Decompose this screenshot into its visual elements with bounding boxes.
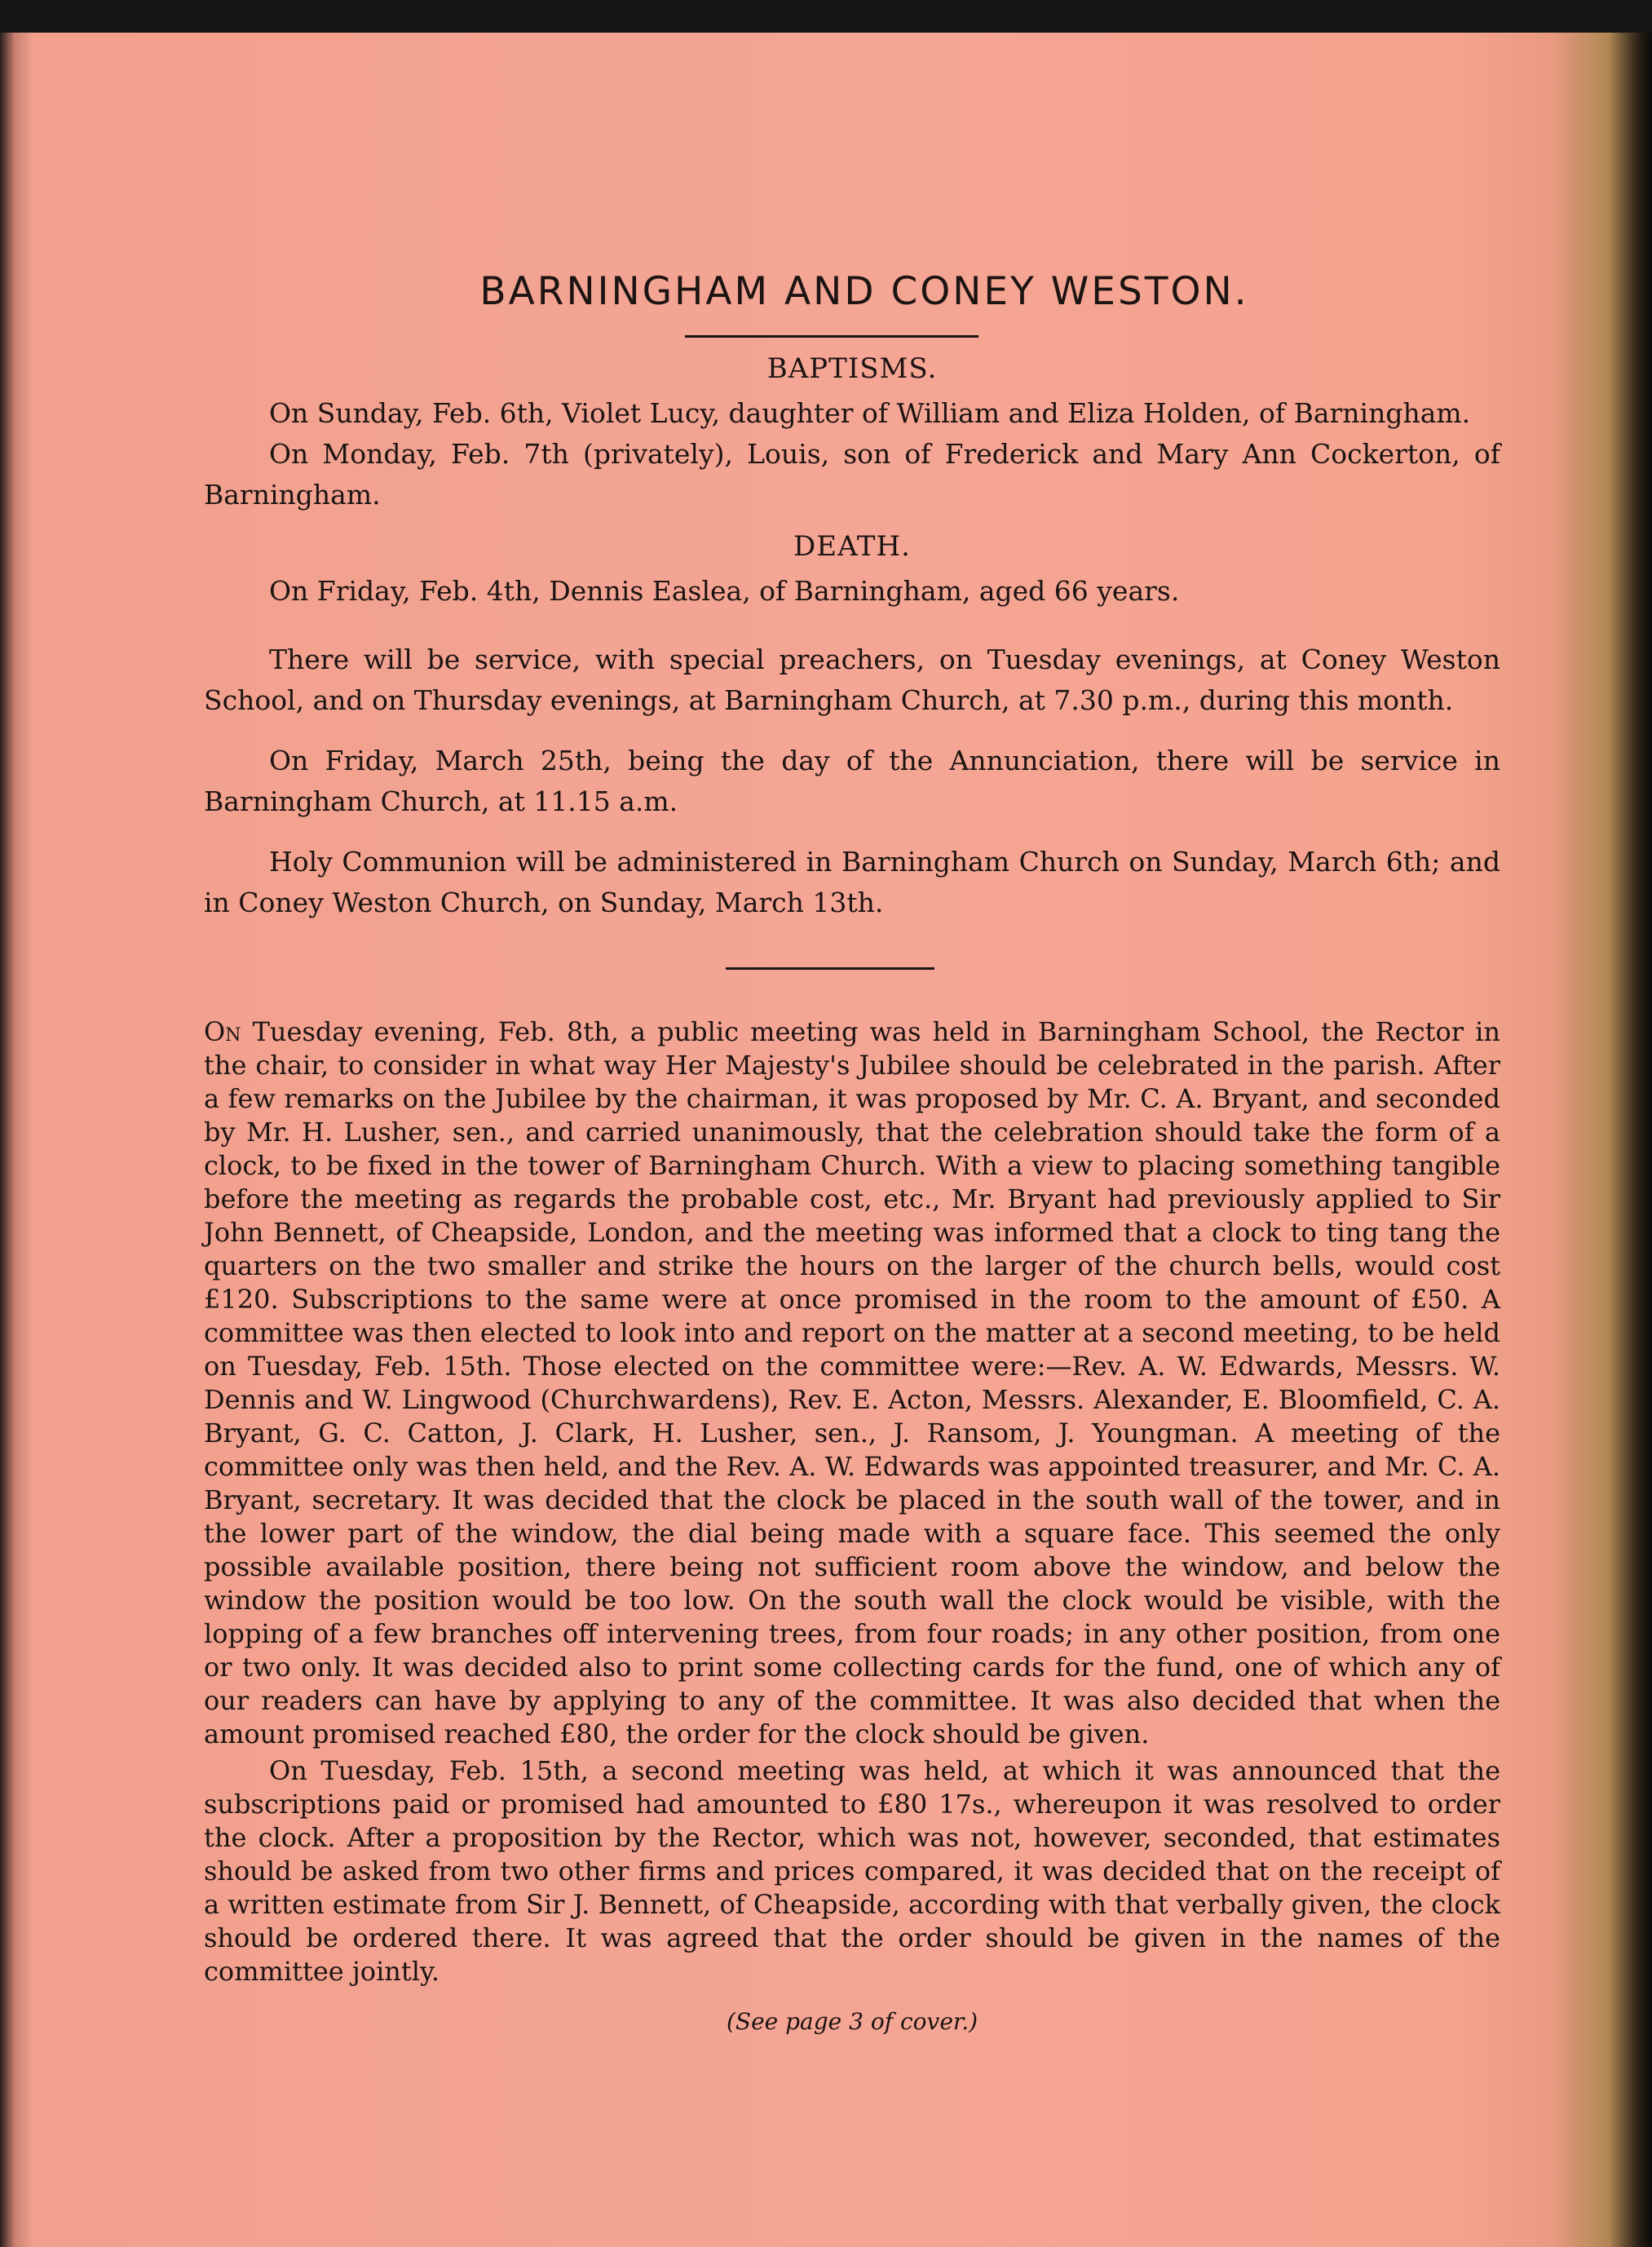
baptisms-heading: BAPTISMS. [766,352,938,385]
scan-top-edge [0,0,1652,33]
page-edge-shadow [1566,33,1652,2247]
continuation-note: (See page 3 of cover.) [726,2008,978,2035]
communion-notice: Holy Communion will be administered in Barningham Church on Sunday, March 6th; and in Coney Weston Church, on Sunday, March 13th. [204,846,1500,918]
page-title: BARNINGHAM AND CONEY WESTON. [479,269,1249,314]
jubilee-report [204,1015,1500,1988]
baptism-entry: On Monday, Feb. 7th (privately), Louis, son of Frederick and Mary Ann Cockerton, of Barningham. [204,438,1500,511]
death-heading: DEATH. [793,530,911,563]
report-lead-word: On [204,1016,241,1047]
service-notice: There will be service, with special preachers, on Tuesday evenings, at Coney Weston School, and on Thursday evenings, at Barningham Church, at 7.30 p.m., during this month. [204,644,1500,716]
document-body [204,269,1500,2035]
report-paragraph-1 [204,1015,1500,1751]
annunciation-notice: On Friday, March 25th, being the day of the Annunciation, there will be service in Barningham Church, at 11.15 a.m. [204,745,1500,817]
baptism-entry: On Sunday, Feb. 6th, Violet Lucy, daughter of William and Eliza Holden, of Barningham. [269,397,1471,429]
report-paragraph-2: On Tuesday, Feb. 15th, a second meeting was held, at which it was announced that the subscriptions paid or promised had amounted to £80 17s., whereupon it was resolved to order the clock. After a proposition by the Rector, which was not, however, seconded, that estimates should be asked from two other firms and prices compared, it was decided that on the receipt of a written estimate from Sir J. Bennett, of Cheapside, according with that verbally given, the clock should be ordered there. It was agreed that the order should be given in the names of the committee jointly. [204,1755,1500,1987]
death-entry: On Friday, Feb. 4th, Dennis Easlea, of Barningham, aged 66 years. [269,575,1180,607]
section-divider [726,967,934,970]
title-divider [685,335,978,338]
report-paragraph-1-text: Tuesday evening, Feb. 8th, a public meeting was held in Barningham School, the Rector in the chair, to consider in what way Her Majesty's Jubilee should be celebrated in the parish. After a few remarks on the Jubilee by the chairman, it was proposed by Mr. C. A. Bryant, and seconded by Mr. H. Lusher, sen., and carried unanimously, that the celebration should take the form of a clock, to be fixed in the tower of Barningham Church. With a view to placing something tangible before the meeting as regards the probable cost, etc., Mr. Bryant had previously applied to Sir John Bennett, of Cheapside, London, and the meeting was informed that a clock to ting tang the quarters on the two smaller and strike the hours on the larger of the church bells, would cost £120. Subscriptions to the same were at once promised in the room to the amount of £50. A committee was then elected to look into and report on the matter at a second meeting, to be held on Tuesday, Feb. 15th. Those elected on the committee were:—Rev. A. W. Edwards, Messrs. W. Dennis and W. Lingwood (Churchwardens), Rev. E. Acton, Messrs. Alexander, E. Bloomfield, C. A. Bryant, G. C. Catton, J. Clark, H. Lusher, sen., J. Ransom, J. Youngman. A meeting of the committee only was then held, and the Rev. A. W. Edwards was appointed treasurer, and Mr. C. A. Bryant, secretary. It was decided that the clock be placed in the south wall of the tower, and in the lower part of the window, the dial being made with a square face. This seemed the only possible available position, there being not sufficient room above the window, and below the window the position would be too low. On the south wall the clock would be visible, with the lopping of a few branches off intervening trees, from four roads; in any other position, from one or two only. It was decided also to print some collecting cards for the fund, one of which any of our readers can have by applying to any of the committee. It was also decided that when the amount promised reached £80, the order for the clock should be given. [204,1016,1501,1749]
